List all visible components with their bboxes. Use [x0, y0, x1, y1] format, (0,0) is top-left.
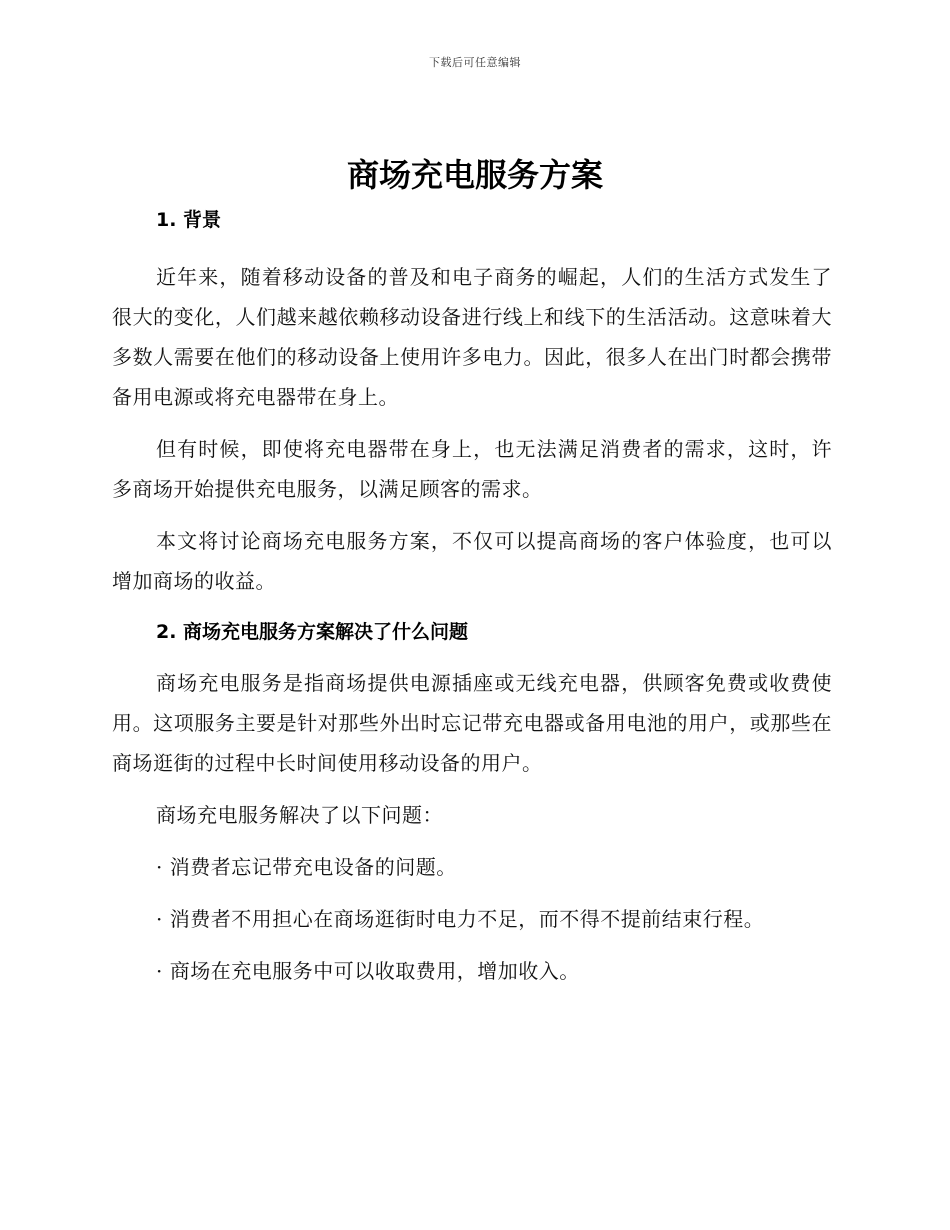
- header-note: 下载后可任意编辑: [429, 56, 521, 69]
- section-heading-background: 1. 背景: [156, 209, 222, 231]
- document-body: [112, 203, 832, 991]
- paragraph: 本文将讨论商场充电服务方案，不仅可以提高商场的客户体验度，也可以增加商场的收益。: [112, 529, 832, 593]
- paragraph: 近年来，随着移动设备的普及和电子商务的崛起，人们的生活方式发生了很大的变化，人们越来越依赖移动设备进行线上和线下的生活活动。这意味着大多数人需要在他们的移动设备上使用许多电力。因此，很多人在出门时都会携带备用电源或将充电器带在身上。: [112, 265, 832, 409]
- paragraph: 商场充电服务解决了以下问题：: [156, 803, 443, 827]
- list-item: · 商场在充电服务中可以收取费用，增加收入。: [156, 959, 580, 983]
- section-heading-problems: 2. 商场充电服务方案解决了什么问题: [156, 621, 469, 643]
- document-title: 商场充电服务方案: [346, 156, 603, 194]
- list-item: · 消费者不用担心在商场逛街时电力不足，而不得不提前结束行程。: [156, 907, 765, 931]
- list-item: · 消费者忘记带充电设备的问题。: [156, 855, 457, 879]
- paragraph: 但有时候，即使将充电器带在身上，也无法满足消费者的需求，这时，许多商场开始提供充电服务，以满足顾客的需求。: [112, 437, 832, 501]
- paragraph: 商场充电服务是指商场提供电源插座或无线充电器，供顾客免费或收费使用。这项服务主要是针对那些外出时忘记带充电器或备用电池的用户，或那些在商场逛街的过程中长时间使用移动设备的用户。: [112, 671, 832, 775]
